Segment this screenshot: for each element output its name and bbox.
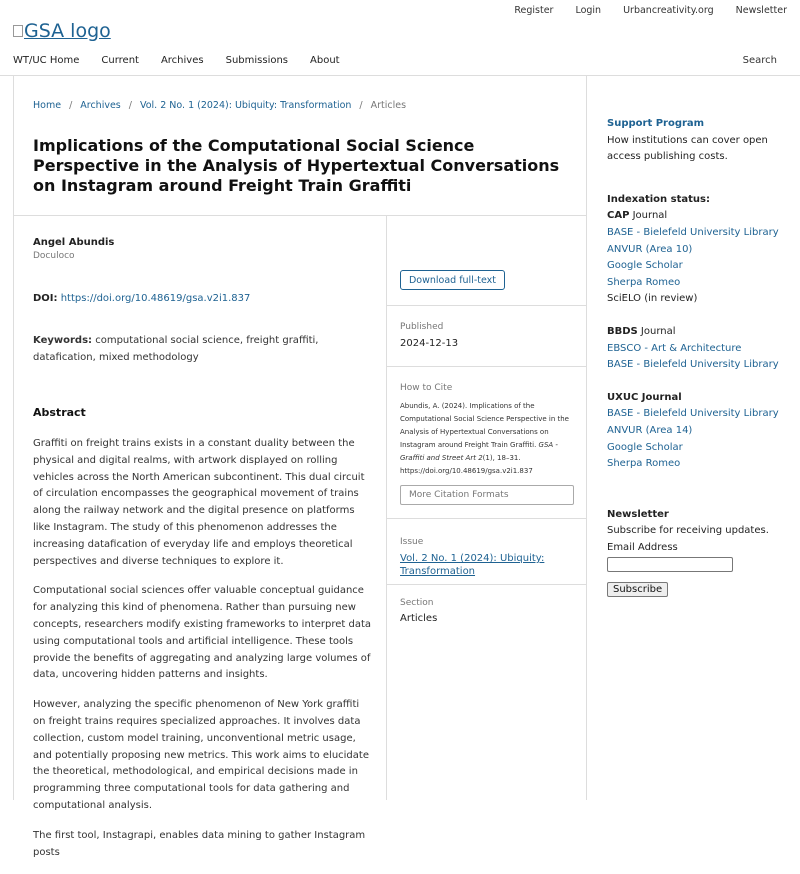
register-link[interactable]: Register bbox=[514, 5, 554, 16]
keywords-row bbox=[33, 332, 378, 366]
abstract-paragraph: Graffiti on freight trains exists in a constant duality between the physical and digital realms, with artwork displayed on rolling vehicles across the North American subcontinent. This dual circuit of circulation encompasses the geographical movement of trains along the railway network and the digital presence on platforms like Instagram. The study of this phenomenon addresses the increasing datafication of everyday life and employs theoretical perspectives and diverse techniques to explore it. bbox=[33, 438, 365, 567]
breadcrumb-separator: / bbox=[69, 100, 73, 111]
citation-text bbox=[400, 400, 575, 478]
newsletter-text: Subscribe for receiving updates. bbox=[607, 525, 769, 537]
index-link[interactable]: Sherpa Romeo bbox=[607, 458, 681, 470]
page-title: Implications of the Computational Social Science Perspective in the Analysis of Hypertextual Conversations on Instagram around Freight Train Graffiti bbox=[33, 136, 560, 195]
email-label: Email Address bbox=[607, 541, 678, 553]
top-user-bar bbox=[514, 0, 800, 20]
bbds-journal-heading bbox=[607, 324, 792, 341]
details-divider bbox=[387, 584, 587, 585]
search-link[interactable]: Search bbox=[742, 55, 777, 66]
spacer bbox=[607, 374, 792, 390]
author-affiliation: Doculoco bbox=[33, 251, 75, 261]
index-link[interactable]: BASE - Bielefeld University Library bbox=[607, 359, 779, 371]
index-link[interactable]: EBSCO - Art & Architecture bbox=[607, 342, 742, 354]
index-link[interactable]: ANVUR (Area 10) bbox=[607, 243, 693, 255]
urbancreativity-link[interactable]: Urbancreativity.org bbox=[623, 5, 714, 16]
keywords-label: Keywords: bbox=[33, 335, 93, 346]
abstract-paragraph: Computational social sciences offer valuable conceptual guidance for analyzing this kind of phenomena. Rather than pursuing new concepts, researchers modify existing frameworks to interpret data using computational tools and artificial intelligence. These tools provide the benefits of aggregating and analyzing large volumes of data, uncovering hidden patterns and insights. bbox=[33, 585, 372, 681]
nav-about[interactable]: About bbox=[310, 55, 340, 66]
site-logo[interactable] bbox=[13, 20, 111, 42]
index-link[interactable]: Google Scholar bbox=[607, 260, 683, 272]
newsletter-heading: Newsletter bbox=[607, 508, 669, 520]
breadcrumb-current: Articles bbox=[370, 100, 407, 111]
cap-journal-heading bbox=[607, 208, 792, 225]
details-divider bbox=[387, 366, 587, 367]
spacer bbox=[607, 473, 792, 507]
email-field[interactable] bbox=[607, 557, 733, 572]
doi-label: DOI: bbox=[33, 293, 58, 304]
support-program-text: How institutions can cover open access publishing costs. bbox=[607, 134, 768, 163]
indexation-heading: Indexation status: bbox=[607, 193, 710, 205]
keywords-value: computational social science, freight graffiti, datafication, mixed methodology bbox=[33, 335, 319, 363]
citation-formats-dropdown[interactable]: More Citation Formats bbox=[400, 485, 574, 505]
nav-current[interactable]: Current bbox=[101, 55, 139, 66]
details-divider bbox=[387, 305, 587, 306]
broken-image-icon bbox=[13, 25, 23, 37]
citation-volume: 2 bbox=[478, 454, 483, 462]
doi-link[interactable]: https://doi.org/10.48619/gsa.v2i1.837 bbox=[60, 293, 251, 304]
bbds-journal-word: Journal bbox=[637, 325, 676, 337]
index-link[interactable]: Sherpa Romeo bbox=[607, 276, 681, 288]
breadcrumb-separator: / bbox=[359, 100, 363, 111]
author-name: Angel Abundis bbox=[33, 237, 115, 248]
section-label: Section bbox=[400, 598, 434, 608]
title-divider bbox=[13, 215, 587, 216]
breadcrumb-separator: / bbox=[128, 100, 132, 111]
index-link[interactable]: Google Scholar bbox=[607, 441, 683, 453]
breadcrumb bbox=[33, 100, 406, 111]
support-program-link[interactable]: Support Program bbox=[607, 118, 705, 129]
newsletter-link[interactable]: Newsletter bbox=[735, 5, 787, 16]
breadcrumb-archives[interactable]: Archives bbox=[80, 100, 121, 111]
cap-label: CAP bbox=[607, 210, 630, 222]
details-divider bbox=[387, 518, 587, 519]
logo-alt-text: GSA logo bbox=[24, 20, 111, 42]
abstract-body bbox=[33, 436, 373, 874]
index-link[interactable]: BASE - Bielefeld University Library bbox=[607, 408, 779, 420]
primary-nav bbox=[13, 55, 787, 66]
abstract-paragraph: However, analyzing the specific phenomenon of New York graffiti on freight trains requires specialized approaches. It involves data collection, custom model training, unconventional metric usage, and potentially proposing new metrics. This work aims to elucidate the theoretical, methodological, and empirical decisions made in programming three computational tools for data gathering and computational analysis. bbox=[33, 699, 369, 811]
section-value: Articles bbox=[400, 613, 438, 624]
citation-journal: GSA - Graffiti and Street Art bbox=[400, 441, 558, 462]
breadcrumb-home[interactable]: Home bbox=[33, 100, 62, 111]
cap-journal-word: Journal bbox=[629, 210, 668, 222]
download-fulltext-button[interactable]: Download full-text bbox=[400, 270, 505, 290]
subscribe-button[interactable]: Subscribe bbox=[607, 582, 668, 597]
published-date: 2024-12-13 bbox=[400, 338, 459, 349]
index-link[interactable]: BASE - Bielefeld University Library bbox=[607, 226, 779, 238]
abstract-paragraph: The first tool, Instagrapi, enables data mining to gather Instagram posts bbox=[33, 829, 366, 858]
index-link[interactable]: ANVUR (Area 14) bbox=[607, 424, 693, 436]
nav-submissions[interactable]: Submissions bbox=[225, 55, 289, 66]
breadcrumb-issue[interactable]: Vol. 2 No. 1 (2024): Ubiquity: Transformation bbox=[139, 100, 352, 111]
sidebar bbox=[607, 116, 792, 599]
login-link[interactable]: Login bbox=[575, 5, 602, 16]
issue-label: Issue bbox=[400, 537, 424, 547]
index-plain-item: SciELO (in review) bbox=[607, 293, 698, 305]
citation-main: Abundis, A. (2024). Implications of the Computational Social Science Perspective in the Analysis of Hypertextual Conversations on Instagram around Freight Train Graffiti. bbox=[400, 402, 569, 449]
doi-row bbox=[33, 293, 250, 304]
spacer bbox=[607, 166, 792, 192]
spacer bbox=[607, 308, 792, 324]
column-divider bbox=[386, 215, 387, 800]
citation-tail: (1), 18–31. https://doi.org/10.48619/gsa.v2i1.837 bbox=[400, 454, 533, 475]
published-label: Published bbox=[400, 322, 444, 332]
abstract-heading: Abstract bbox=[33, 406, 86, 419]
issue-link[interactable]: Vol. 2 No. 1 (2024): Ubiquity: Transformation bbox=[400, 553, 545, 577]
nav-archives[interactable]: Archives bbox=[160, 55, 204, 66]
bbds-label: BBDS bbox=[607, 325, 638, 337]
how-to-cite-label: How to Cite bbox=[400, 383, 453, 393]
nav-home[interactable]: WT/UC Home bbox=[13, 55, 80, 66]
uxuc-journal-heading: UXUC Journal bbox=[607, 391, 682, 403]
